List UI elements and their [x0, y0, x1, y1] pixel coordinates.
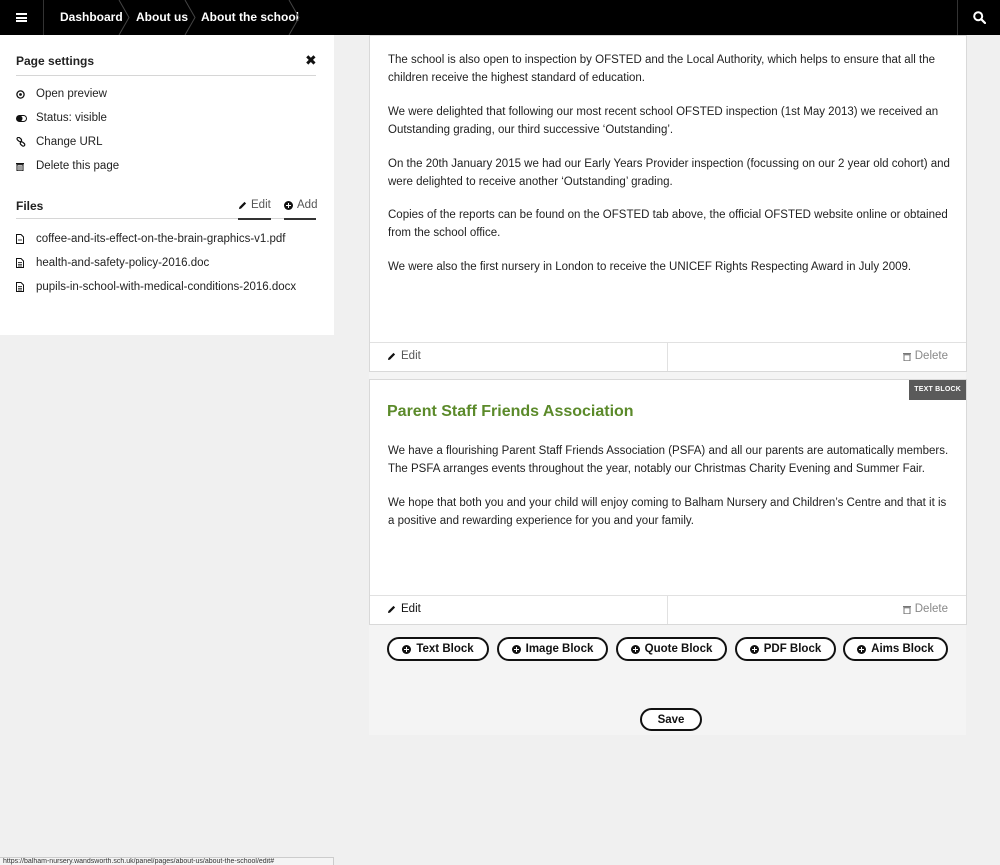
settings-item-label: Delete this page [36, 160, 120, 172]
doc-file-icon [16, 282, 36, 292]
plus-circle-icon [750, 645, 759, 654]
breadcrumb-separator-icon [183, 0, 197, 35]
divider [16, 218, 316, 219]
block-footer [370, 342, 966, 371]
status-toggle[interactable] [16, 110, 107, 126]
add-underline [284, 218, 316, 220]
file-item[interactable] [16, 231, 286, 247]
add-pdf-block-button[interactable] [735, 637, 836, 661]
button-label: Aims Block [871, 643, 934, 655]
hamburger-icon [16, 13, 27, 22]
file-item[interactable] [16, 279, 296, 295]
pencil-icon [387, 605, 396, 614]
add-image-block-button[interactable] [497, 637, 608, 661]
block-edit-button[interactable] [387, 603, 421, 615]
breadcrumb-about-the-school[interactable]: About the school [201, 10, 299, 24]
files-title: Files [16, 199, 44, 213]
file-item[interactable] [16, 255, 209, 271]
menu-button[interactable] [0, 0, 44, 35]
add-text-block-button[interactable] [387, 637, 489, 661]
file-name: health-and-safety-policy-2016.doc [36, 257, 210, 269]
block-heading: Parent Staff Friends Association [387, 403, 634, 420]
block-paragraph: Copies of the reports can be found on the OFSTED tab above, the official OFSTED website online or obtained from the school office. [388, 209, 948, 239]
file-name: coffee-and-its-effect-on-the-brain-graphics-v1.pdf [36, 233, 286, 245]
save-button[interactable]: Save [640, 708, 702, 731]
plus-circle-icon [512, 645, 521, 654]
file-name: pupils-in-school-with-medical-conditions-2016.docx [36, 281, 297, 293]
breadcrumb-about-us[interactable]: About us [136, 10, 188, 24]
block-paragraph: We were delighted that following our most recent school OFSTED inspection (1st May 2013) we received an Outstanding grading, our third successive ‘Outstanding’. [388, 106, 939, 136]
content-block [369, 35, 967, 372]
trash-icon [16, 162, 36, 171]
toggle-icon [16, 115, 36, 122]
block-delete-button[interactable] [903, 350, 948, 362]
text-block [369, 379, 967, 625]
settings-item-label: Status: visible [36, 112, 107, 124]
search-icon [973, 11, 986, 24]
add-quote-block-button[interactable] [616, 637, 727, 661]
breadcrumb-dashboard[interactable]: Dashboard [60, 10, 123, 24]
files-add-label: Add [297, 199, 318, 211]
trash-icon [903, 605, 911, 614]
breadcrumb-separator-icon [117, 0, 131, 35]
settings-item-label: Open preview [36, 88, 107, 100]
block-paragraph: We were also the first nursery in London to receive the UNICEF Rights Respecting Award in July 2009. [388, 261, 912, 273]
block-delete-button[interactable] [903, 603, 948, 615]
block-footer [370, 595, 966, 624]
plus-circle-icon [857, 645, 866, 654]
edit-underline [238, 218, 271, 220]
delete-page-link[interactable] [16, 158, 119, 174]
page-settings-panel [0, 35, 334, 335]
add-aims-block-button[interactable] [843, 637, 948, 661]
button-label: Image Block [525, 643, 594, 655]
block-paragraph: The school is also open to inspection by OFSTED and the Local Authority, which helps to ensure that all the children receive the highest standard of education. [388, 54, 935, 84]
button-label: Text Block [416, 643, 474, 655]
close-icon[interactable]: ✖ [305, 52, 317, 68]
button-label: PDF Block [763, 643, 822, 655]
open-preview-link[interactable] [16, 86, 107, 102]
panel-title: Page settings [16, 54, 95, 68]
files-edit-button[interactable] [238, 199, 271, 211]
files-add-button[interactable] [284, 199, 317, 211]
breadcrumb-separator-icon [287, 0, 301, 35]
top-bar [0, 0, 1000, 35]
divider [667, 343, 668, 371]
divider [16, 75, 316, 76]
block-paragraph: We have a flourishing Parent Staff Friends Association (PSFA) and all our parents are automatically members. The PSFA arranges events throughout the year, notably our Christmas Charity Evening and Summer Fair. [388, 445, 949, 475]
doc-file-icon [16, 258, 36, 268]
block-type-badge: TEXT BLOCK [909, 380, 966, 400]
plus-circle-icon [631, 645, 640, 654]
edit-label: Edit [401, 603, 421, 615]
settings-item-label: Change URL [36, 136, 103, 148]
button-label: Quote Block [644, 643, 713, 655]
change-url-link[interactable] [16, 134, 102, 150]
pdf-file-icon [16, 234, 36, 244]
link-icon [16, 137, 36, 147]
plus-circle-icon [402, 645, 411, 654]
delete-label: Delete [914, 350, 948, 362]
trash-icon [903, 352, 911, 361]
status-bar-url: https://balham-nursery.wandsworth.sch.uk/panel/pages/about-us/about-the-school/edit# [0, 857, 334, 865]
plus-circle-icon [284, 201, 293, 210]
block-edit-button[interactable] [387, 350, 421, 362]
pencil-icon [238, 201, 247, 210]
search-button[interactable] [957, 0, 1000, 35]
divider [667, 596, 668, 624]
block-paragraph: We hope that both you and your child will enjoy coming to Balham Nursery and Children’s Centre and that it is a positive and rewarding experience for you and your family. [388, 497, 947, 527]
files-edit-label: Edit [251, 199, 271, 211]
delete-label: Delete [914, 603, 948, 615]
pencil-icon [387, 352, 396, 361]
eye-icon [16, 90, 36, 99]
block-paragraph: On the 20th January 2015 we had our Early Years Provider inspection (focussing on our 2 year old cohort) and were delighted to receive another ‘Outstanding’ grading. [388, 158, 950, 188]
edit-label: Edit [401, 350, 421, 362]
